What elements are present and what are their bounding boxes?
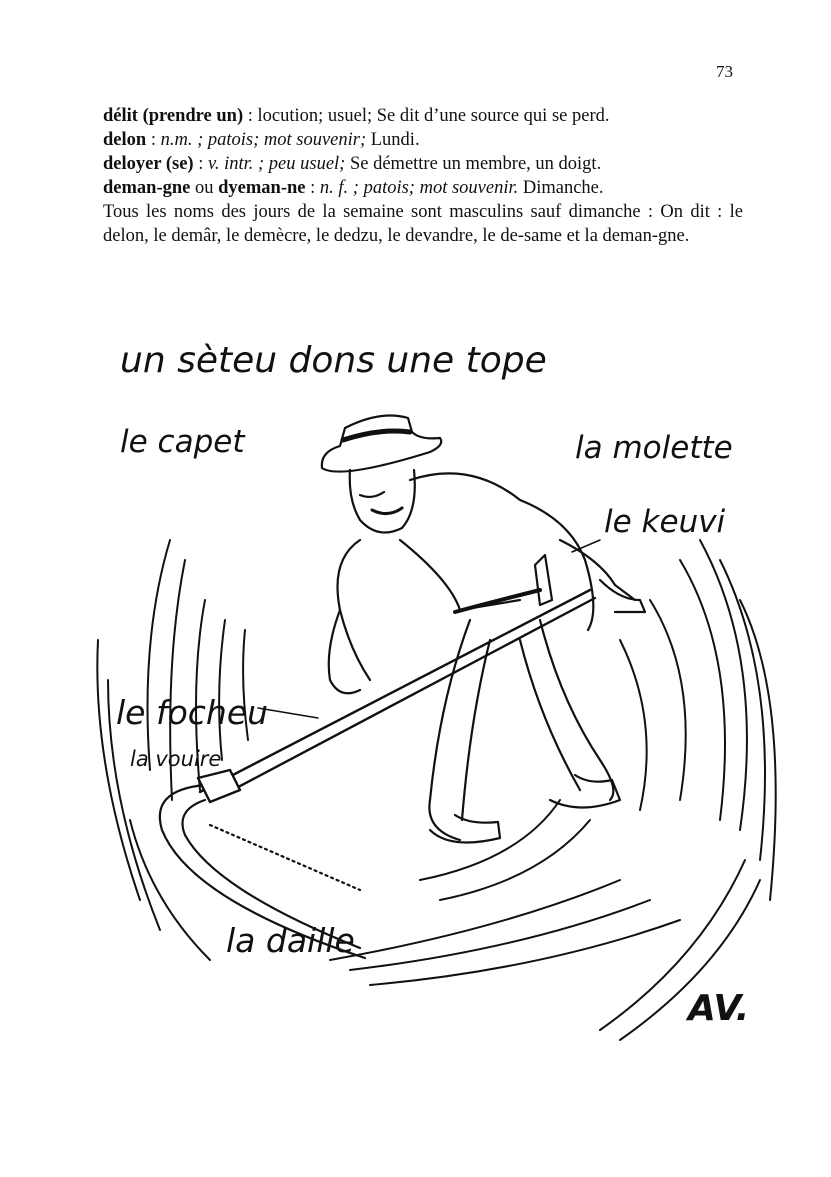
illustration-title: un sèteu dons une tope — [120, 340, 547, 381]
headword: deman-gne — [103, 178, 191, 198]
headword-variant: dyeman-ne — [218, 178, 306, 198]
separator: : — [305, 178, 320, 198]
label-daille: la daille — [226, 921, 355, 960]
mower-figure — [322, 416, 645, 843]
label-keuvi: le keuvi — [604, 504, 726, 540]
definition: Se démettre un membre, un doigt. — [345, 154, 602, 174]
label-focheu: le focheu — [116, 693, 269, 732]
definition: locution; usuel; Se dit d’une source qui se perd. — [257, 106, 610, 126]
separator: : — [146, 130, 161, 150]
headword: deloyer (se) — [103, 154, 194, 174]
page-number: 73 — [716, 62, 733, 81]
definition: Dimanche. — [518, 178, 604, 198]
separator: : — [243, 106, 258, 126]
usage-note: Tous les noms des jours de la semaine sont masculins sauf dimanche : On dit : le delon, le demâr, le demècre, le dedzu, le devandre, le de-same et la deman-gne. — [103, 202, 743, 246]
headword: delon — [103, 130, 147, 150]
label-capet: le capet — [120, 424, 245, 460]
grammar-info: v. intr. ; peu usuel; — [207, 154, 346, 174]
label-molette: la molette — [575, 430, 733, 466]
separator: : — [193, 154, 208, 174]
grass-strokes — [97, 540, 775, 1040]
headword: délit (prendre un) — [103, 106, 244, 126]
label-vouire: la vouire — [130, 747, 222, 771]
grammar-info: n. f. ; patois; mot souvenir. — [319, 178, 519, 198]
artist-signature: AV. — [688, 988, 750, 1029]
definition: Lundi. — [366, 130, 420, 150]
grammar-info: n.m. ; patois; mot souvenir; — [160, 130, 367, 150]
connector: ou — [190, 178, 219, 198]
